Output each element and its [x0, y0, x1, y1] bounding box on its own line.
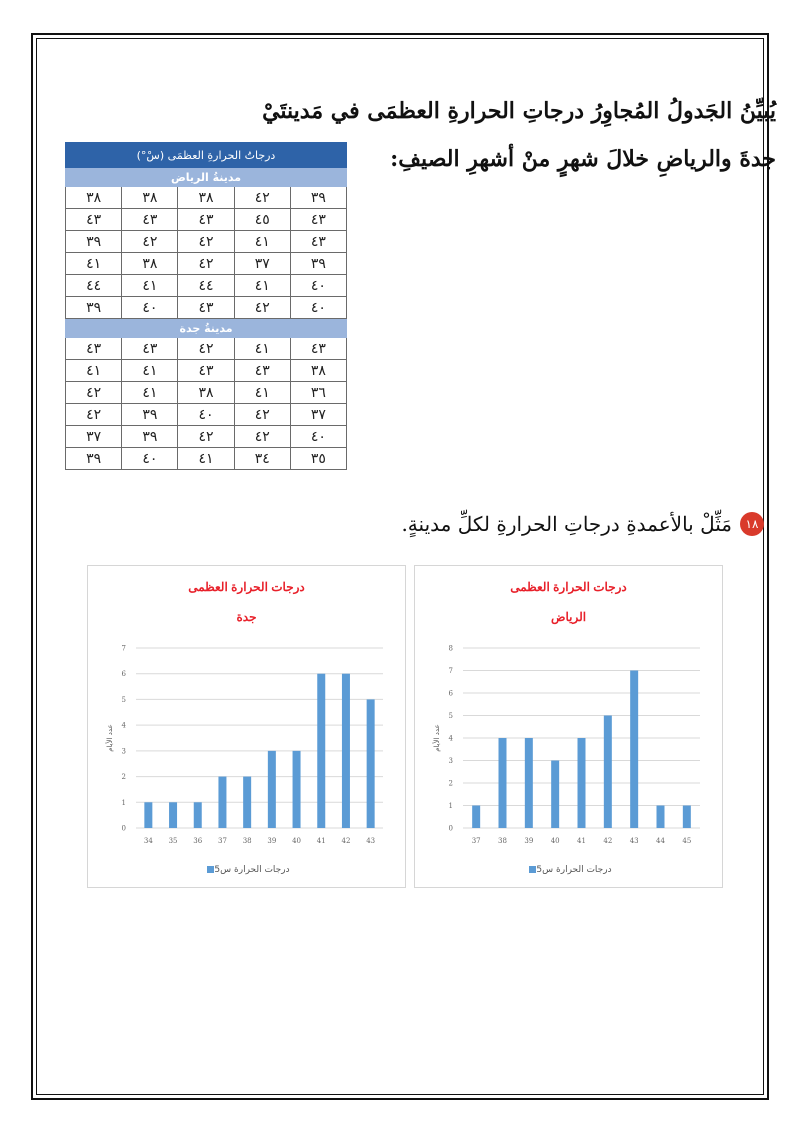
- table-cell: ٤١: [234, 275, 290, 297]
- table-cell: ٤٤: [66, 275, 122, 297]
- legend-label: درجات الحرارة س5: [214, 865, 290, 875]
- table-cell: ٣٨: [66, 187, 122, 209]
- table-cell: ٤٠: [122, 297, 178, 319]
- table-cell: ٤٣: [290, 338, 346, 360]
- table-row: [66, 231, 347, 253]
- table-cell: ٣٩: [122, 426, 178, 448]
- y-tick-label: 1: [121, 798, 126, 807]
- table-cell: ٤٣: [122, 209, 178, 231]
- table-cell: ٣٧: [234, 253, 290, 275]
- table-cell: ٤٢: [234, 404, 290, 426]
- table-cell: ٤١: [234, 338, 290, 360]
- bar-40: [551, 761, 559, 829]
- city-header-riyadh: مدينةُ الرياض: [66, 168, 347, 187]
- table-cell: ٤١: [122, 382, 178, 404]
- table-cell: ٣٨: [178, 382, 234, 404]
- table-row: [66, 297, 347, 319]
- table-cell: ٤٣: [178, 360, 234, 382]
- y-tick-label: 0: [448, 824, 453, 833]
- bar-45: [683, 806, 691, 829]
- bar-42: [342, 674, 350, 828]
- chart-plot-area: [415, 566, 722, 887]
- x-tick-label: 41: [577, 837, 586, 845]
- bar-43: [630, 671, 638, 829]
- y-tick-label: 6: [121, 670, 126, 679]
- table-cell: ٣٨: [290, 360, 346, 382]
- x-tick-label: 39: [524, 837, 534, 845]
- bar-38: [243, 777, 251, 828]
- bar-34: [144, 802, 152, 828]
- chart-plot-area: [88, 566, 405, 887]
- table-row: [66, 382, 347, 404]
- chart-title: درجات الحرارة العظمى: [188, 580, 305, 594]
- y-tick-label: 6: [448, 689, 453, 698]
- bar-41: [317, 674, 325, 828]
- x-tick-label: 42: [341, 837, 351, 845]
- table-cell: ٤١: [178, 448, 234, 470]
- legend-label: درجات الحرارة س5: [536, 865, 612, 875]
- table-row: [66, 404, 347, 426]
- y-tick-label: 7: [448, 667, 453, 675]
- table-cell: ٤٣: [66, 209, 122, 231]
- chart-legend: [415, 865, 722, 875]
- table-cell: ٤٠: [290, 275, 346, 297]
- y-axis-label: عدد الأيام: [106, 724, 114, 752]
- table-cell: ٤٢: [234, 426, 290, 448]
- table-row: [66, 426, 347, 448]
- x-tick-label: 34: [143, 837, 153, 845]
- table-cell: ٤١: [66, 253, 122, 275]
- table-cell: ٣٨: [122, 187, 178, 209]
- table-cell: ٣٧: [290, 404, 346, 426]
- table-cell: ٣٤: [234, 448, 290, 470]
- x-tick-label: 35: [168, 837, 178, 845]
- table-cell: ٤٢: [178, 426, 234, 448]
- intro-line-1: يُبيِّنُ الجَدولُ المُجاوِرُ درجاتِ الحرارةِ العظمَى في مَدينتَيْ: [262, 98, 776, 124]
- table-row: [66, 448, 347, 470]
- table-row: [66, 275, 347, 297]
- table-cell: ٤١: [122, 275, 178, 297]
- table-cell: ٤٠: [290, 297, 346, 319]
- y-axis-label: عدد الأيام: [433, 724, 441, 752]
- question-number-badge: ١٨: [740, 512, 764, 536]
- table-cell: ٤١: [234, 231, 290, 253]
- question-text: مَثِّلْ بالأعمدةِ درجاتِ الحرارةِ لكلِّ مدينةٍ.: [401, 512, 732, 536]
- x-tick-label: 43: [366, 837, 376, 845]
- x-tick-label: 39: [267, 837, 277, 845]
- table-cell: ٣٩: [66, 297, 122, 319]
- x-tick-label: 38: [242, 837, 252, 845]
- table-cell: ٤٣: [290, 231, 346, 253]
- table-cell: ٤٢: [234, 297, 290, 319]
- table-cell: ٤٣: [122, 338, 178, 360]
- table-cell: ٤٢: [122, 231, 178, 253]
- y-tick-label: 0: [121, 824, 126, 833]
- table-row: [66, 187, 347, 209]
- table-cell: ٤٣: [234, 360, 290, 382]
- table-cell: ٣٦: [290, 382, 346, 404]
- x-tick-label: 43: [629, 837, 639, 845]
- table-header: درجاتُ الحرارةِ العظمَى (سْ°): [66, 143, 347, 168]
- table-cell: ٣٩: [66, 448, 122, 470]
- bar-39: [525, 738, 533, 828]
- x-tick-label: 45: [682, 837, 692, 845]
- bar-44: [657, 806, 665, 829]
- chart-subtitle: الرياض: [550, 610, 587, 624]
- y-tick-label: 1: [448, 802, 453, 810]
- x-tick-label: 37: [471, 837, 481, 845]
- x-tick-label: 40: [550, 837, 560, 845]
- chart-riyadh: [414, 565, 723, 888]
- table-cell: ٣٨: [178, 187, 234, 209]
- y-tick-label: 2: [448, 779, 453, 788]
- y-tick-label: 5: [121, 695, 126, 704]
- x-tick-label: 42: [603, 837, 613, 845]
- y-tick-label: 4: [121, 721, 126, 730]
- table-row: [66, 338, 347, 360]
- x-tick-label: 44: [656, 837, 665, 845]
- table-cell: ٤٥: [234, 209, 290, 231]
- table-cell: ٤٢: [234, 187, 290, 209]
- temperature-table: [65, 142, 347, 470]
- table-cell: ٣٩: [66, 231, 122, 253]
- table-row: [66, 360, 347, 382]
- table-cell: ٤٠: [178, 404, 234, 426]
- table-cell: ٤٤: [178, 275, 234, 297]
- bar-37: [472, 806, 480, 829]
- table-cell: ٤٢: [66, 382, 122, 404]
- chart-subtitle: جدة: [236, 610, 257, 624]
- x-tick-label: 38: [498, 837, 507, 845]
- table-cell: ٤٣: [66, 338, 122, 360]
- table-cell: ٤٠: [122, 448, 178, 470]
- table-cell: ٤١: [122, 360, 178, 382]
- chart-jeddah: [87, 565, 406, 888]
- bar-42: [604, 716, 612, 829]
- table-cell: ٤٢: [178, 338, 234, 360]
- table-cell: ٤٢: [178, 253, 234, 275]
- bar-37: [218, 777, 226, 828]
- table-cell: ٣٩: [290, 187, 346, 209]
- x-tick-label: 40: [292, 837, 302, 845]
- city-header-jeddah: مدينةُ جدة: [66, 319, 347, 338]
- table-cell: ٤٢: [66, 404, 122, 426]
- chart-title: درجات الحرارة العظمى: [510, 580, 627, 594]
- table-cell: ٤١: [66, 360, 122, 382]
- question-18: [401, 512, 764, 536]
- table-cell: ٣٩: [290, 253, 346, 275]
- x-tick-label: 36: [193, 837, 203, 845]
- y-tick-label: 4: [448, 734, 453, 743]
- y-tick-label: 2: [121, 773, 126, 782]
- x-tick-label: 41: [316, 837, 326, 845]
- table-cell: ٣٩: [122, 404, 178, 426]
- table-cell: ٤٠: [290, 426, 346, 448]
- bar-41: [578, 738, 586, 828]
- table-row: [66, 209, 347, 231]
- bar-36: [194, 802, 202, 828]
- y-tick-label: 3: [121, 747, 126, 756]
- bar-43: [367, 699, 375, 828]
- table-cell: ٣٧: [66, 426, 122, 448]
- y-tick-label: 8: [448, 644, 453, 653]
- table-cell: ٤٣: [290, 209, 346, 231]
- table-cell: ٣٥: [290, 448, 346, 470]
- table-row: [66, 253, 347, 275]
- table-cell: ٤٣: [178, 209, 234, 231]
- bar-35: [169, 802, 177, 828]
- bar-39: [268, 751, 276, 828]
- x-tick-label: 37: [217, 837, 227, 845]
- y-tick-label: 3: [448, 757, 453, 765]
- table-cell: ٤١: [234, 382, 290, 404]
- y-tick-label: 7: [121, 644, 126, 653]
- bar-38: [499, 738, 507, 828]
- table-cell: ٤٣: [178, 297, 234, 319]
- chart-legend: [88, 865, 405, 875]
- table-cell: ٣٨: [122, 253, 178, 275]
- table-cell: ٤٢: [178, 231, 234, 253]
- intro-line-2: جدةَ والرياضِ خلالَ شهرٍ منْ أشهرِ الصيفِ:: [390, 146, 776, 172]
- bar-40: [293, 751, 301, 828]
- y-tick-label: 5: [448, 712, 453, 720]
